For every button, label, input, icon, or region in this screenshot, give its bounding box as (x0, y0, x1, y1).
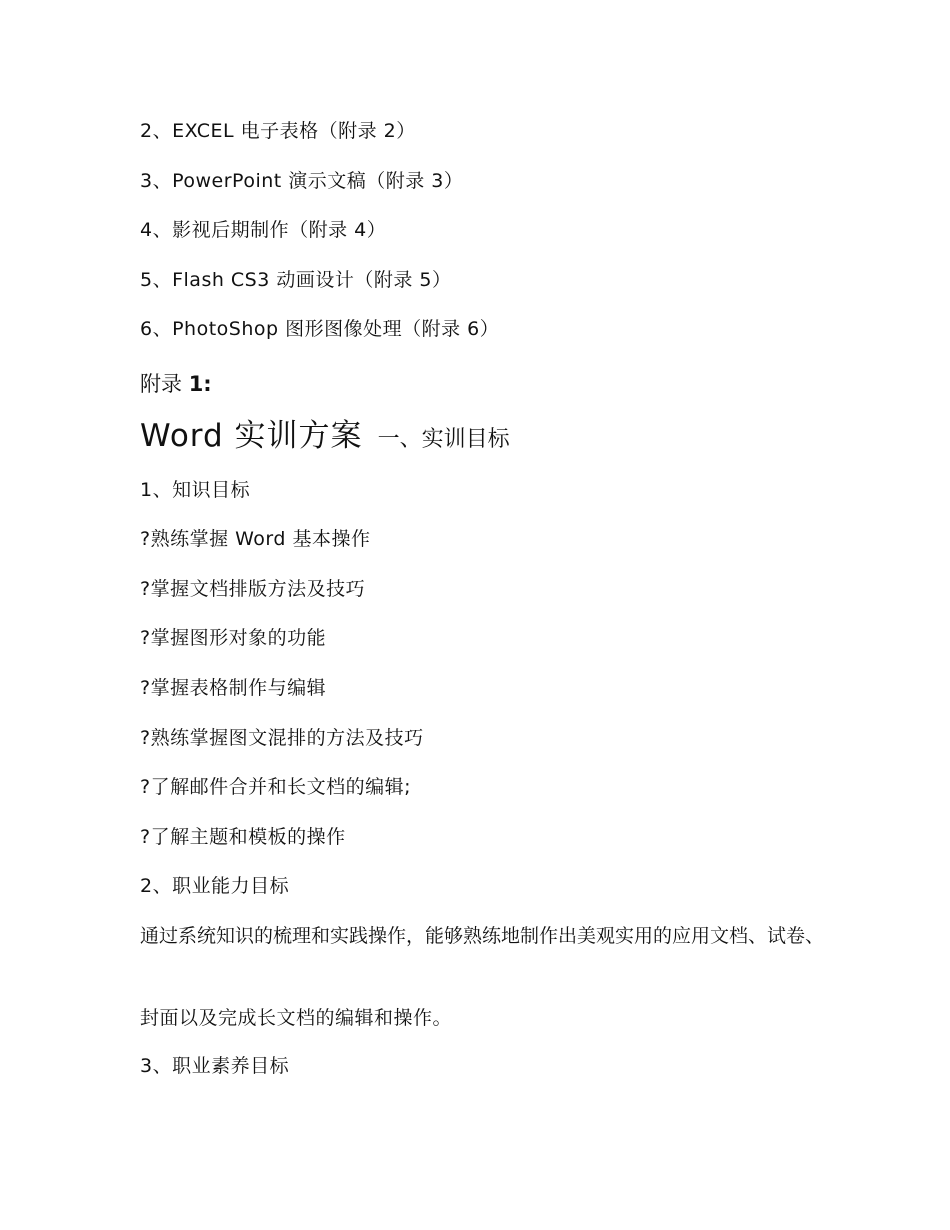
appendix-heading (140, 370, 212, 398)
knowledge-heading: 1、知识目标 (140, 479, 251, 501)
toc-item-photoshop: 6、PhotoShop 图形图像处理（附录 6） (140, 318, 500, 340)
toc-item-flash: 5、Flash CS3 动画设计（附录 5） (140, 269, 452, 291)
appendix-number: 1: (188, 372, 212, 396)
knowledge-item: ?了解邮件合并和长文档的编辑; (140, 776, 411, 798)
knowledge-item: ?掌握图形对象的功能 (140, 627, 327, 649)
knowledge-item: ?了解主题和模板的操作 (140, 826, 346, 848)
career-heading: 2、职业能力目标 (140, 875, 290, 897)
career-paragraph-continued: 封面以及完成长文档的编辑和操作。 (140, 1007, 453, 1029)
title-sub: 一、实训目标 (377, 427, 510, 452)
toc-item-video: 4、影视后期制作（附录 4） (140, 219, 387, 241)
knowledge-item: ?掌握表格制作与编辑 (140, 677, 327, 699)
toc-item-excel: 2、EXCEL 电子表格（附录 2） (140, 120, 416, 142)
toc-item-powerpoint: 3、PowerPoint 演示文稿（附录 3） (140, 170, 464, 192)
title-main: Word 实训方案 (140, 418, 363, 454)
knowledge-item: ?熟练掌握 Word 基本操作 (140, 528, 371, 550)
knowledge-item: ?熟练掌握图文混排的方法及技巧 (140, 727, 424, 749)
knowledge-item: ?掌握文档排版方法及技巧 (140, 578, 366, 600)
quality-heading: 3、职业素养目标 (140, 1055, 290, 1077)
page-title (140, 414, 510, 463)
appendix-label: 附录 (140, 372, 182, 396)
career-paragraph: 通过系统知识的梳理和实践操作，能够熟练地制作出美观实用的应用文档、试卷、 (140, 925, 825, 947)
